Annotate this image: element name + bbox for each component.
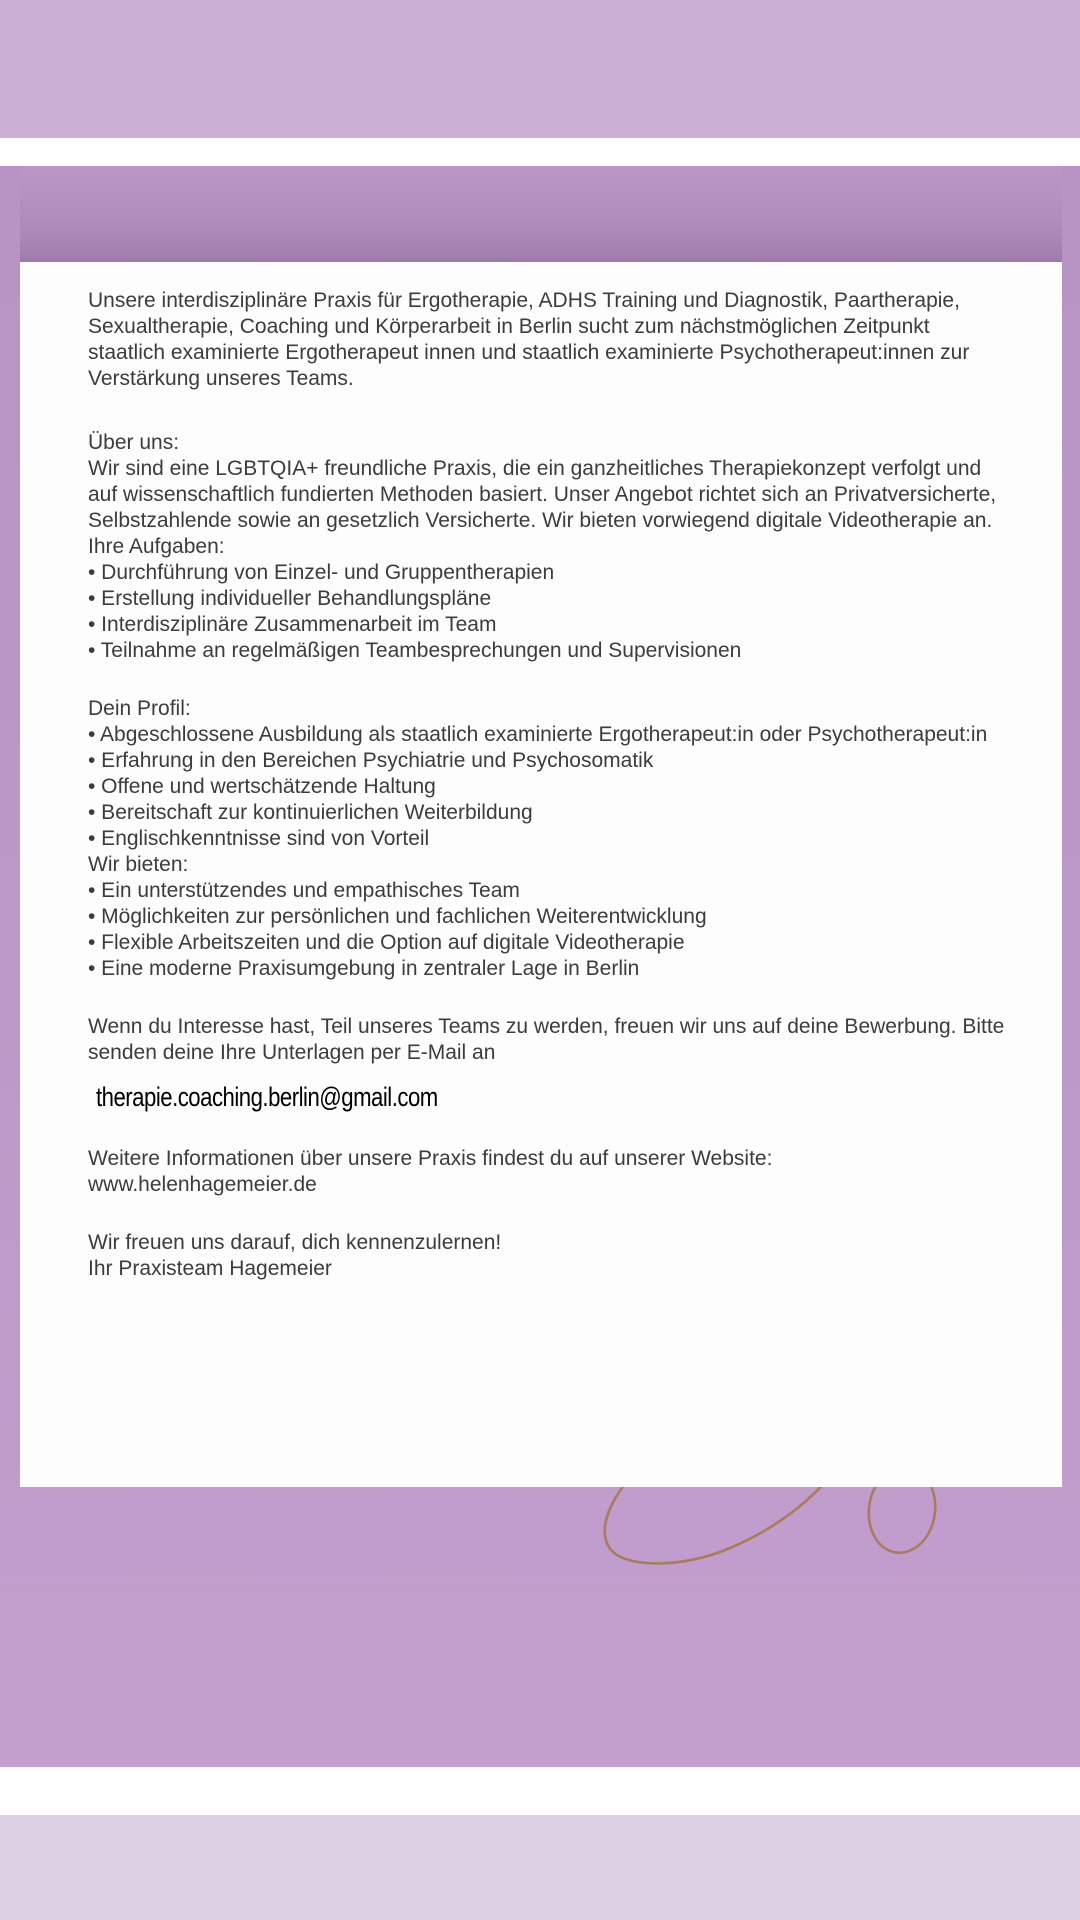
bullet-item: • Interdisziplinäre Zusammenarbeit im Team <box>88 613 497 636</box>
profile-list <box>88 722 1010 852</box>
contact-email: therapie.coaching.berlin@gmail.com <box>96 1082 438 1112</box>
closing-line-1: Wir freuen uns darauf, dich kennenzulernen! <box>88 1231 502 1254</box>
top-white-band <box>0 138 1080 166</box>
tasks-list <box>88 560 1010 664</box>
offer-list <box>88 878 1010 982</box>
bullet-item: • Flexible Arbeitszeiten und die Option auf digitale Videotherapie <box>88 931 685 954</box>
bottom-white-band <box>0 1767 1080 1815</box>
offer-heading: Wir bieten: <box>88 853 189 876</box>
job-posting-card <box>20 262 1062 1487</box>
story-background <box>0 166 1080 1767</box>
bullet-item: • Abgeschlossene Ausbildung als staatlich examinierte Ergotherapeut:in oder Psychotherapeut:in <box>88 723 988 746</box>
bullet-item: • Teilnahme an regelmäßigen Teambesprechungen und Supervisionen <box>88 639 742 662</box>
closing-line-2: Ihr Praxisteam Hagemeier <box>88 1257 332 1280</box>
website-block <box>88 1146 1010 1198</box>
about-paragraph: Wir sind eine LGBTQIA+ freundliche Praxis, die ein ganzheitliches Therapiekonzept verfolgt und auf wissenschaftlich fundierten Methoden basiert. Unser Angebot richtet sich an Privatversicherte, Selbstzahlende sowie an gesetzlich Versicherte. Wir bieten vorwiegend digitale Videotherapie an. <box>88 457 997 532</box>
website-intro-line: Weitere Informationen über unsere Praxis findest du auf unserer Website: <box>88 1147 773 1170</box>
intro-paragraph: Unsere interdisziplinäre Praxis für Ergotherapie, ADHS Training und Diagnostik, Paartherapie, Sexualtherapie, Coaching und Körperarbeit in Berlin sucht zum nächstmöglichen Zeitpunkt staatlich examinierte Ergotherapeut innen und staatlich examinierte Psychotherapeut:innen zur Verstärkung unseres Teams. <box>88 289 970 390</box>
bullet-item: • Durchführung von Einzel- und Gruppentherapien <box>88 561 555 584</box>
bullet-item: • Eine moderne Praxisumgebung in zentraler Lage in Berlin <box>88 957 640 980</box>
about-heading: Über uns: <box>88 431 180 454</box>
bottom-lavender-strip <box>0 1815 1080 1920</box>
bullet-item: • Englischkenntnisse sind von Vorteil <box>88 827 430 850</box>
website-url: www.helenhagemeier.de <box>88 1173 317 1196</box>
tasks-heading: Ihre Aufgaben: <box>88 535 225 558</box>
apply-paragraph: Wenn du Interesse hast, Teil unseres Teams zu werden, freuen wir uns auf deine Bewerbung. Bitte senden deine Ihre Unterlagen per E-Mail an <box>88 1015 1005 1064</box>
bullet-item: • Ein unterstützendes und empathisches Team <box>88 879 520 902</box>
profile-heading: Dein Profil: <box>88 697 191 720</box>
bullet-item: • Möglichkeiten zur persönlichen und fachlichen Weiterentwicklung <box>88 905 707 928</box>
bullet-item: • Erstellung individueller Behandlungspläne <box>88 587 492 610</box>
bullet-item: • Erfahrung in den Bereichen Psychiatrie und Psychosomatik <box>88 749 654 772</box>
bullet-item: • Offene und wertschätzende Haltung <box>88 775 436 798</box>
card-header-band <box>20 166 1062 262</box>
bullet-item: • Bereitschaft zur kontinuierlichen Weiterbildung <box>88 801 533 824</box>
top-lavender-strip <box>0 0 1080 138</box>
